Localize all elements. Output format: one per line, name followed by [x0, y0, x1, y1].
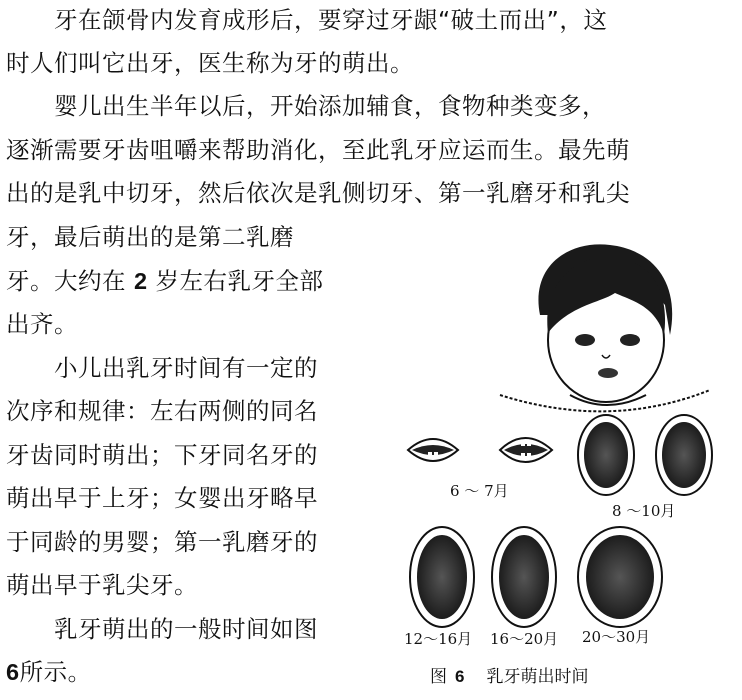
text-line: 逐渐需要牙齿咀嚼来帮助消化，至此乳牙应运而生。最先萌 [6, 136, 630, 164]
label-12-16-months: 12～16月 [404, 630, 473, 648]
figure-illustration [400, 235, 742, 660]
text-line: 小儿出乳牙时间有一定的 [6, 354, 318, 382]
label-16-20-months: 16～20月 [490, 630, 559, 648]
text-line: 牙在颌骨内发育成形后，要穿过牙龈“破土而出”，这 [6, 6, 608, 34]
mouth-6-7-months-left [408, 439, 458, 461]
text-line: 出的是乳中切牙，然后依次是乳侧切牙、第一乳磨牙和乳尖 [6, 179, 630, 207]
text-line: 牙，最后萌出的是第二乳磨 [6, 223, 294, 251]
caption-number: 6 [455, 667, 465, 686]
mouth-6-7-months-right [500, 438, 552, 462]
tooth-eruption-figure [400, 235, 742, 700]
text-line: 牙齿同时萌出；下牙同名牙的 [6, 441, 318, 469]
text-span: 牙。大约在 [6, 267, 126, 295]
label-8-10-months: 8 ～10月 [612, 502, 676, 520]
text-line: 婴儿出生半年以后，开始添加辅食，食物种类变多， [6, 92, 606, 120]
text-line [6, 261, 324, 301]
caption-prefix: 图 [430, 667, 447, 687]
text-line: 出齐。 [6, 310, 78, 338]
mouth-12-16-months [410, 527, 474, 627]
mouth-8-10-months-left [578, 415, 634, 495]
text-line: 萌出早于乳尖牙。 [6, 571, 198, 599]
label-20-30-months: 20～30月 [582, 628, 651, 646]
mouth-8-10-months-right [656, 415, 712, 495]
age-number: 2 [133, 268, 148, 294]
figure-number-ref: 6 [6, 659, 20, 685]
text-line: 于同龄的男婴；第一乳磨牙的 [6, 528, 318, 556]
text-line: 时人们叫它出牙，医生称为牙的萌出。 [6, 49, 414, 77]
baby-face-illustration [500, 244, 710, 411]
text-line [6, 652, 92, 692]
text-line: 萌出早于上牙；女婴出牙略早 [6, 484, 318, 512]
text-span: 岁左右乳牙全部 [155, 267, 324, 295]
mouth-16-20-months [492, 527, 556, 627]
mouth-20-30-months [578, 527, 662, 627]
label-6-7-months: 6 ～ 7月 [450, 482, 509, 500]
caption-text: 乳牙萌出时间 [486, 667, 589, 687]
text-span: 所示。 [19, 658, 92, 686]
figure-caption [430, 662, 588, 687]
text-line: 次序和规律：左右两侧的同名 [6, 397, 318, 425]
text-line: 乳牙萌出的一般时间如图 [6, 615, 318, 643]
